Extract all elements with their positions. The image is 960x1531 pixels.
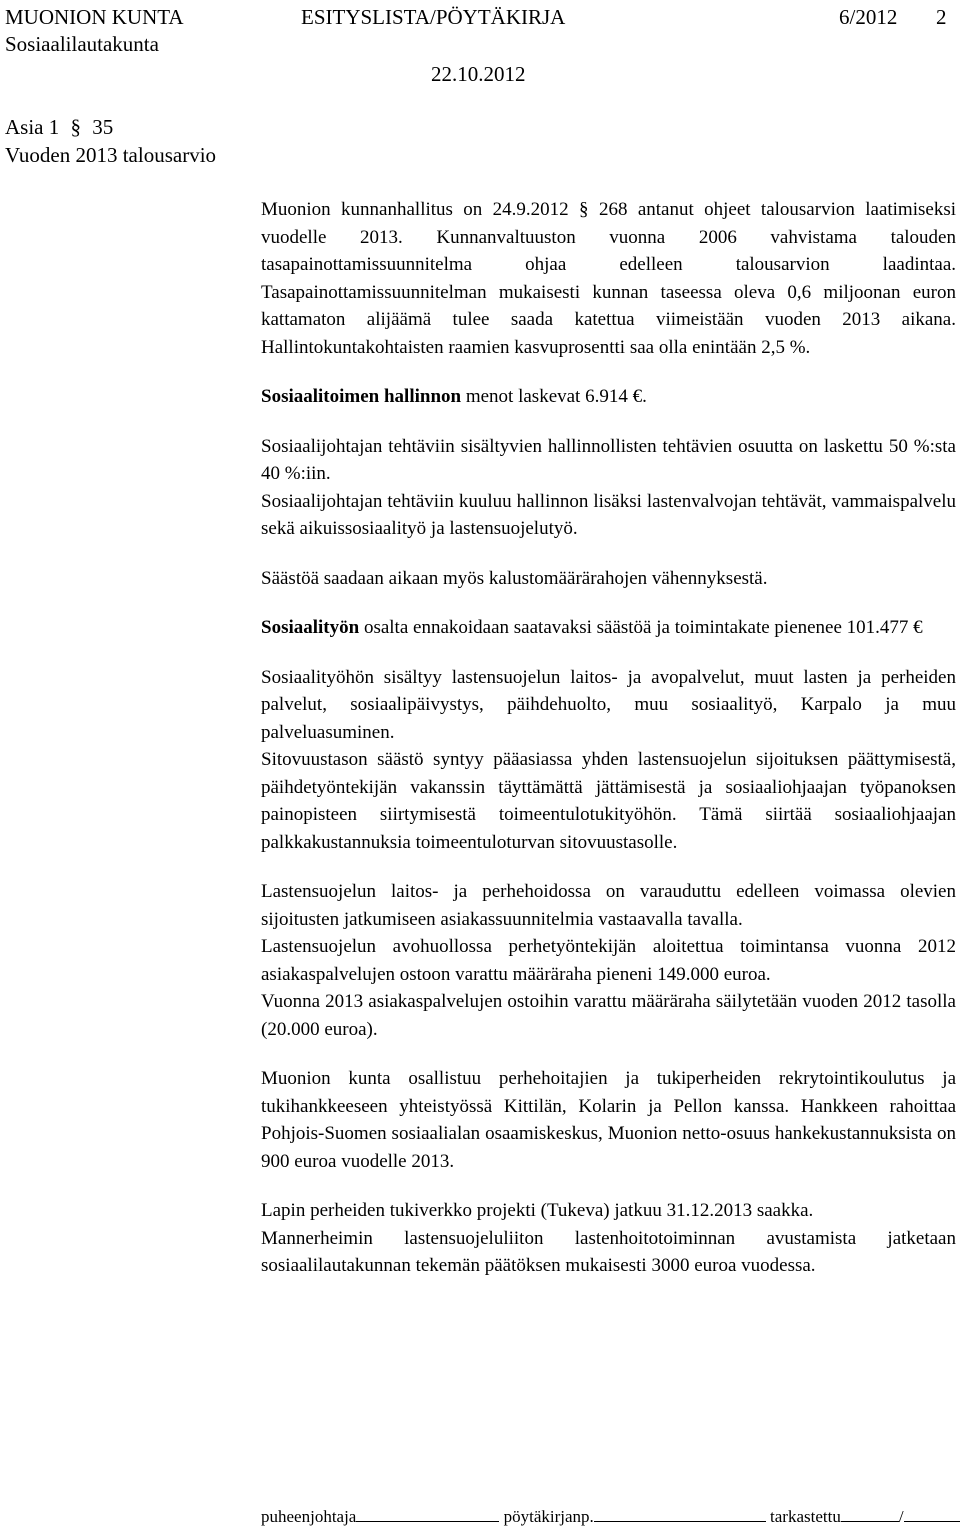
paragraph-text: Lastensuojelun avohuollossa perhetyöntekijän aloitettua toimintansa vuonna 2012 asiakaspalvelujen ostoon varattu määräraha pieneni 149.000 euroa. [261, 936, 956, 985]
paragraph-9 [261, 878, 956, 933]
paragraph-7 [261, 664, 956, 747]
paragraph-text: Vuonna 2013 asiakaspalvelujen ostoihin varattu määräraha säilytetään vuoden 2012 tasolla (20.000 euroa). [261, 991, 956, 1040]
paragraph-text: Sosiaalityöhön sisältyy lastensuojelun laitos- ja avopalvelut, muut lasten ja perheiden palvelut, sosiaalipäivystys, päihdehuolto, muu sosiaalityö, Karpalo ja muu palveluasuminen. [261, 666, 956, 743]
organization-name: MUONION KUNTA [5, 5, 184, 29]
section-sign: § [70, 115, 81, 139]
chair-signature-line [356, 1507, 499, 1522]
paragraph-text: Muonion kunnanhallitus on 24.9.2012 § 268 antanut ohjeet talousarvion laatimiseksi vuodelle 2013. Kunnanvaltuuston vuonna 2006 vahvistama talouden tasapainottamissuunnitelma ohjaa edelleen talousarvion laadintaa. Tasapainottamissuunnitelman mukaisesti kunnan taseessa oleva 0,6 miljoonan euron kattamaton alijäämä tulee saada katettua viimeistään vuoden 2013 aikana. Hallintokuntakohtaisten raamien kasvuprosentti saa olla enintään 2,5 %. [261, 199, 956, 358]
date-separator: / [898, 1507, 904, 1526]
paragraph-text: osalta ennakoidaan saatavaksi säästöä ja toimintakate pienenee 101.477 € [359, 617, 923, 638]
document-number: 6/2012 [839, 5, 898, 29]
bold-heading-text: Sosiaalitoimen hallinnon [261, 386, 462, 407]
paragraph-14 [261, 1225, 956, 1280]
paragraph-1 [261, 196, 956, 361]
checked-label: tarkastettu [770, 1507, 841, 1526]
paragraph-4 [261, 488, 956, 543]
paragraph-text: menot laskevat 6.914 €. [461, 386, 647, 407]
paragraph-8 [261, 746, 956, 856]
document-body [261, 196, 956, 1280]
section-number: 35 [92, 115, 114, 139]
agenda-item-number [5, 114, 113, 140]
minutes-keeper-label: pöytäkirjanp. [503, 1507, 594, 1526]
document-type: ESITYSLISTA/PÖYTÄKIRJA [301, 5, 566, 29]
signature-footer [261, 1506, 960, 1528]
paragraph-3 [261, 433, 956, 488]
date-line [904, 1507, 960, 1522]
meeting-date: 22.10.2012 [431, 62, 526, 86]
paragraph-11 [261, 988, 956, 1043]
paragraph-10 [261, 933, 956, 988]
paragraph-text: Sitovuustason säästö syntyy pääasiassa yhden lastensuojelun sijoituksen päättymisestä, päihdetyöntekijän vakanssin täyttämättä jättämisestä ja sosiaaliohjaajan työpanoksen painopisteen siirtymisestä toimeentulotukityöhön. Tämä siirtää sosiaaliohjaajan palkkakustannuksia toimeentuloturvan sitovuustasolle. [261, 749, 956, 853]
chair-label: puheenjohtaja [261, 1507, 357, 1526]
minutes-signature-line [594, 1507, 766, 1522]
paragraph-2 [261, 383, 956, 411]
checked-line [841, 1507, 899, 1522]
committee-name: Sosiaalilautakunta [5, 32, 159, 56]
paragraph-text: Sosiaalijohtajan tehtäviin kuuluu hallinnon lisäksi lastenvalvojan tehtävät, vammaispalvelu sekä aikuissosiaalityö ja lastensuojelutyö. [261, 490, 956, 539]
page-number: 2 [936, 5, 947, 29]
paragraph-6 [261, 614, 956, 642]
paragraph-5 [261, 565, 956, 593]
paragraph-text: Muonion kunta osallistuu perhehoitajien ja tukiperheiden rekrytointikoulutus ja tukihankkeeseen yhteistyössä Kittilän, Kolarin ja Pellon kanssa. Hankkeen rahoittaa Pohjois-Suomen sosiaalialan osaamiskeskus, Muonion netto-osuus hankekustannuksista on 900 euroa vuodelle 2013. [261, 1068, 956, 1172]
paragraph-12 [261, 1065, 956, 1175]
agenda-item-label: Asia 1 [5, 115, 60, 139]
bold-heading-text: Sosiaalityön [261, 617, 360, 638]
paragraph-13 [261, 1197, 956, 1225]
paragraph-text: Lapin perheiden tukiverkko projekti (Tukeva) jatkuu 31.12.2013 saakka. [261, 1200, 814, 1221]
paragraph-text: Säästöä saadaan aikaan myös kalustomäärärahojen vähennyksestä. [261, 567, 768, 589]
paragraph-text: Sosiaalijohtajan tehtäviin sisältyvien hallinnollisten tehtävien osuutta on laskettu 50 %:sta 40 %:iin. [261, 435, 956, 484]
paragraph-text: Lastensuojelun laitos- ja perhehoidossa on varauduttu edelleen voimassa olevien sijoitusten jatkumiseen asiakassuunnitelmia vastaavalla tavalla. [261, 881, 956, 930]
paragraph-text: Mannerheimin lastensuojeluliiton lastenhoitotoiminnan avustamista jatketaan sosiaalilautakunnan tekemän päätöksen mukaisesti 3000 euroa vuodessa. [261, 1227, 956, 1276]
agenda-item-title: Vuoden 2013 talousarvio [5, 143, 217, 167]
